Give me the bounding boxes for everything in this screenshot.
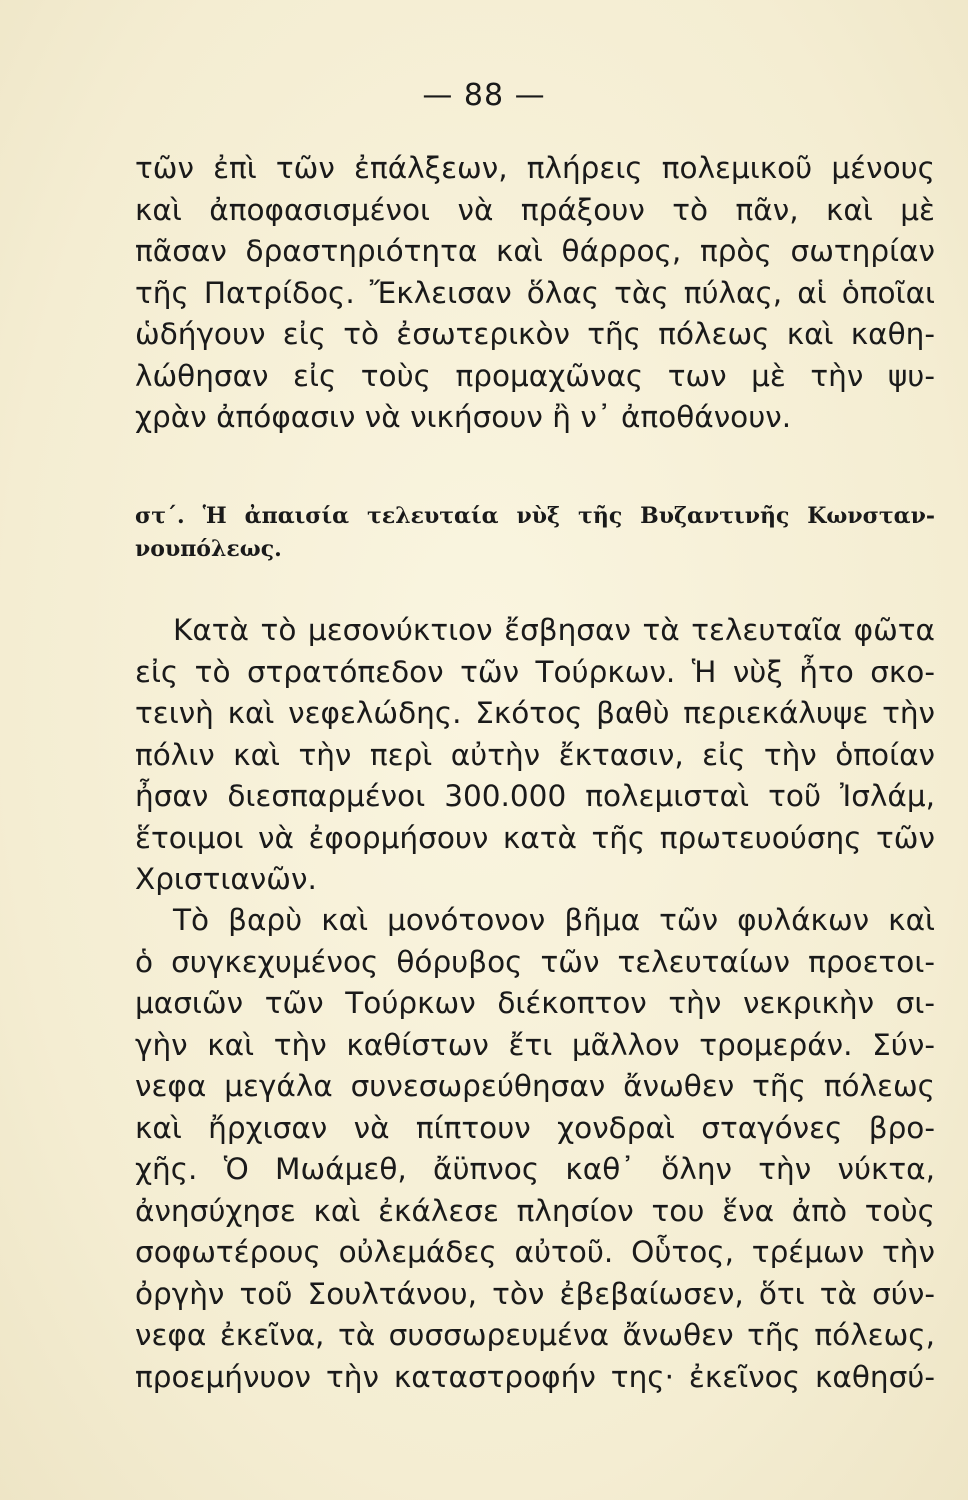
text-line: πόλιν καὶ τὴν περὶ αὐτὴν ἔκτασιν, εἰς τὴν ὁποίαν: [135, 737, 935, 772]
paragraph: [135, 900, 935, 1398]
text-line: Τὸ βαρὺ καὶ μονότονον βῆμα τῶν φυλάκων καὶ: [173, 903, 935, 937]
text-line: ἀνησύχησε καὶ ἐκάλεσε πλησίον του ἕνα ἀπὸ τοὺς: [135, 1193, 935, 1228]
text-line: γὴν καὶ τὴν καθίστων ἔτι μᾶλλον τρομεράν. Σύν-: [135, 1027, 935, 1062]
text-line: Χριστιανῶν.: [135, 862, 317, 896]
section-heading: [135, 500, 935, 566]
text-line: τῶν ἐπὶ τῶν ἐπάλξεων, πλήρεις πολεμικοῦ μένους: [135, 151, 935, 185]
text-line: χρὰν ἀπόφασιν νὰ νικήσουν ἢ ν᾿ ἀποθάνουν.: [135, 400, 792, 434]
text-line: τεινὴ καὶ νεφελώδης. Σκότος βαθὺ περιεκάλυψε τὴν: [135, 696, 935, 730]
text-line: ὡδήγουν εἰς τὸ ἐσωτερικὸν τῆς πόλεως καὶ καθη-: [135, 317, 935, 351]
text-line: Κατὰ τὸ μεσονύκτιον ἔσβησαν τὰ τελευταῖα φῶτα: [173, 613, 935, 647]
text-line: λώθησαν εἰς τοὺς προμαχῶνας των μὲ τὴν ψυ-: [135, 358, 935, 393]
text-line: ἦσαν διεσπαρμένοι 300.000 πολεμισταὶ τοῦ Ἰσλάμ,: [135, 779, 935, 813]
paragraph-continuation: [135, 148, 935, 439]
page-number: — 88 —: [422, 78, 546, 113]
text-line: καὶ ἀποφασισμένοι νὰ πράξουν τὸ πᾶν, καὶ μὲ: [135, 192, 935, 227]
text-line: εἰς τὸ στρατόπεδον τῶν Τούρκων. Ἡ νὺξ ἦτο σκο-: [135, 654, 935, 689]
text-line: καὶ ἤρχισαν νὰ πίπτουν χονδραὶ σταγόνες βρο-: [135, 1110, 935, 1145]
text-line: σοφωτέρους οὐλεμάδες αὐτοῦ. Οὗτος, τρέμων τὴν: [135, 1235, 935, 1269]
text-line: ἕτοιμοι νὰ ἐφορμήσουν κατὰ τῆς πρωτευούσης τῶν: [135, 820, 935, 855]
text-line: πᾶσαν δραστηριότητα καὶ θάρρος, πρὸς σωτηρίαν: [135, 234, 935, 268]
text-line: μασιῶν τῶν Τούρκων διέκοπτον τὴν νεκρικὴν σι-: [135, 986, 935, 1020]
heading-line: στ΄. Ἡ ἀπαισία τελευταία νὺξ τῆς Βυζαντινῆς Κωνσταν-: [135, 503, 935, 529]
heading-line: νουπόλεως.: [135, 536, 282, 562]
text-line: προεμήνυον τὴν καταστροφήν της· ἐκεῖνος καθησύ-: [135, 1359, 935, 1394]
text-line: νεφα μεγάλα συνεσωρεύθησαν ἄνωθεν τῆς πόλεως: [135, 1069, 935, 1103]
paragraph: [135, 610, 935, 901]
text-line: τῆς Πατρίδος. Ἔκλεισαν ὅλας τὰς πύλας, αἱ ὁποῖαι: [135, 275, 935, 310]
text-line: ὀργὴν τοῦ Σουλτάνου, τὸν ἐβεβαίωσεν, ὅτι τὰ σύν-: [135, 1276, 935, 1311]
text-line: νεφα ἐκεῖνα, τὰ συσσωρευμένα ἄνωθεν τῆς πόλεως,: [135, 1318, 935, 1352]
text-line: χῆς. Ὁ Μωάμεθ, ἄϋπνος καθ᾿ ὅλην τὴν νύκτα,: [135, 1152, 935, 1186]
text-line: ὁ συγκεχυμένος θόρυβος τῶν τελευταίων προετοι-: [135, 944, 935, 979]
